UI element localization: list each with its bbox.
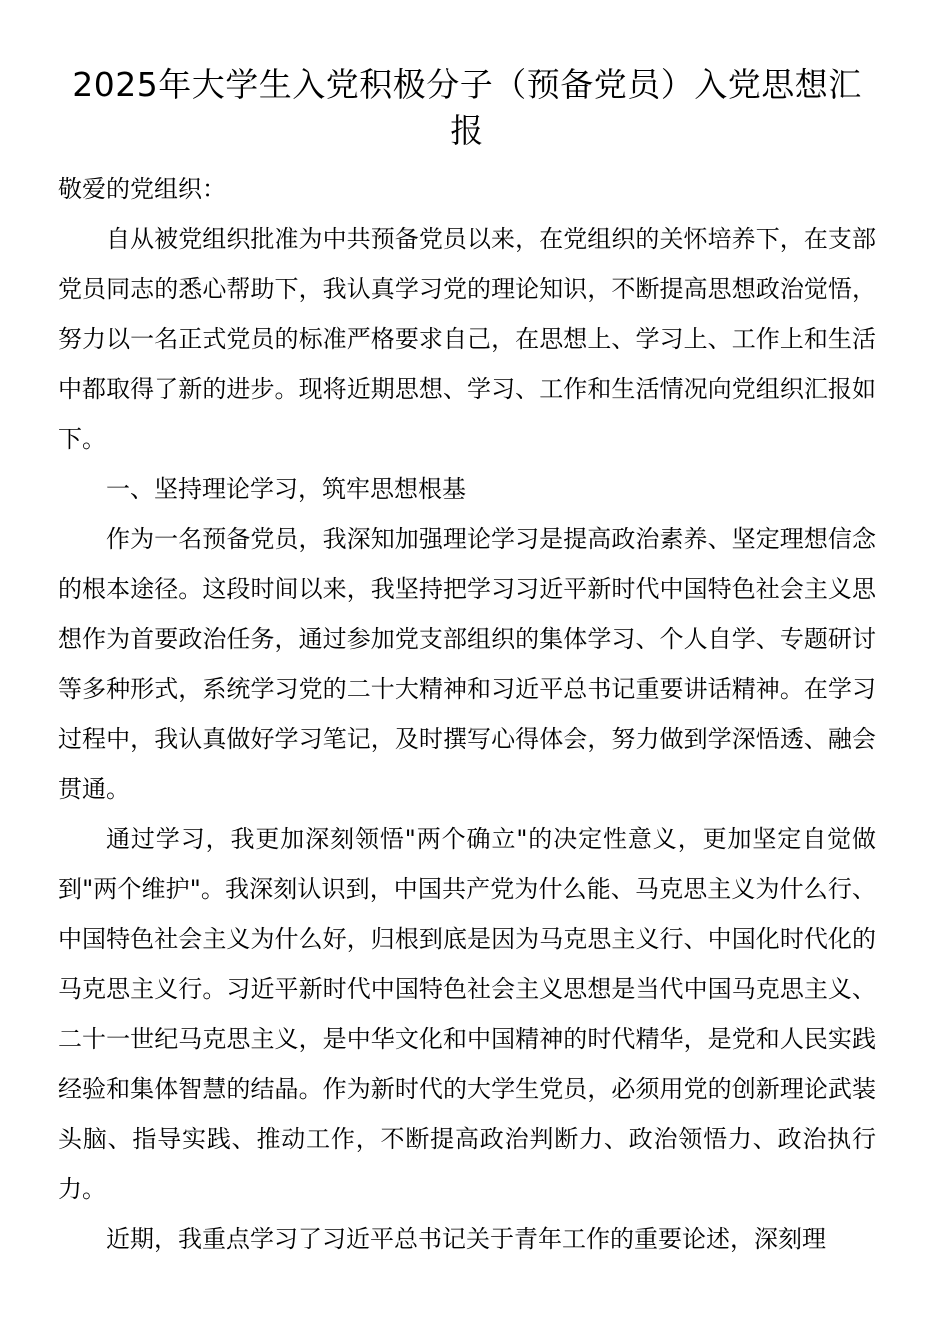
paragraph-theory-study: 作为一名预备党员，我深知加强理论学习是提高政治素养、坚定理想信念的根本途径。这段时间以来，我坚持把学习习近平新时代中国特色社会主义思想作为首要政治任务，通过参加党支部组织的集体学习、个人自学、专题研讨等多种形式，系统学习党的二十大精神和习近平总书记重要讲话精神。在学习过程中，我认真做好学习笔记，及时撰写心得体会，努力做到学深悟透、融会贯通。: [58, 525, 876, 803]
section-heading-1: 一、坚持理论学习，筑牢思想根基: [106, 475, 466, 503]
paragraph-understanding: 通过学习，我更加深刻领悟"两个确立"的决定性意义，更加坚定自觉做到"两个维护"。我深刻认识到，中国共产党为什么能、马克思主义为什么行、中国特色社会主义为什么好，归根到底是因为马克思主义行、中国化时代化的马克思主义行。习近平新时代中国特色社会主义思想是当代中国马克思主义、二十一世纪马克思主义，是中华文化和中国精神的时代精华，是党和人民实践经验和集体智慧的结晶。作为新时代的大学生党员，必须用党的创新理论武装头脑、指导实践、推动工作，不断提高政治判断力、政治领悟力、政治执行力。: [58, 825, 876, 1203]
salutation: 敬爱的党组织：: [58, 175, 226, 203]
document-title: 2025年大学生入党积极分子（预备党员）入党思想汇报: [72, 65, 862, 150]
paragraph-intro: 自从被党组织批准为中共预备党员以来，在党组织的关怀培养下，在支部党员同志的悉心帮助下，我认真学习党的理论知识，不断提高思想政治觉悟，努力以一名正式党员的标准严格要求自己，在思想上、学习上、工作上和生活中都取得了新的进步。现将近期思想、学习、工作和生活情况向党组织汇报如下。: [58, 225, 876, 453]
paragraph-recent-study: 近期，我重点学习了习近平总书记关于青年工作的重要论述，深刻理: [106, 1225, 826, 1253]
